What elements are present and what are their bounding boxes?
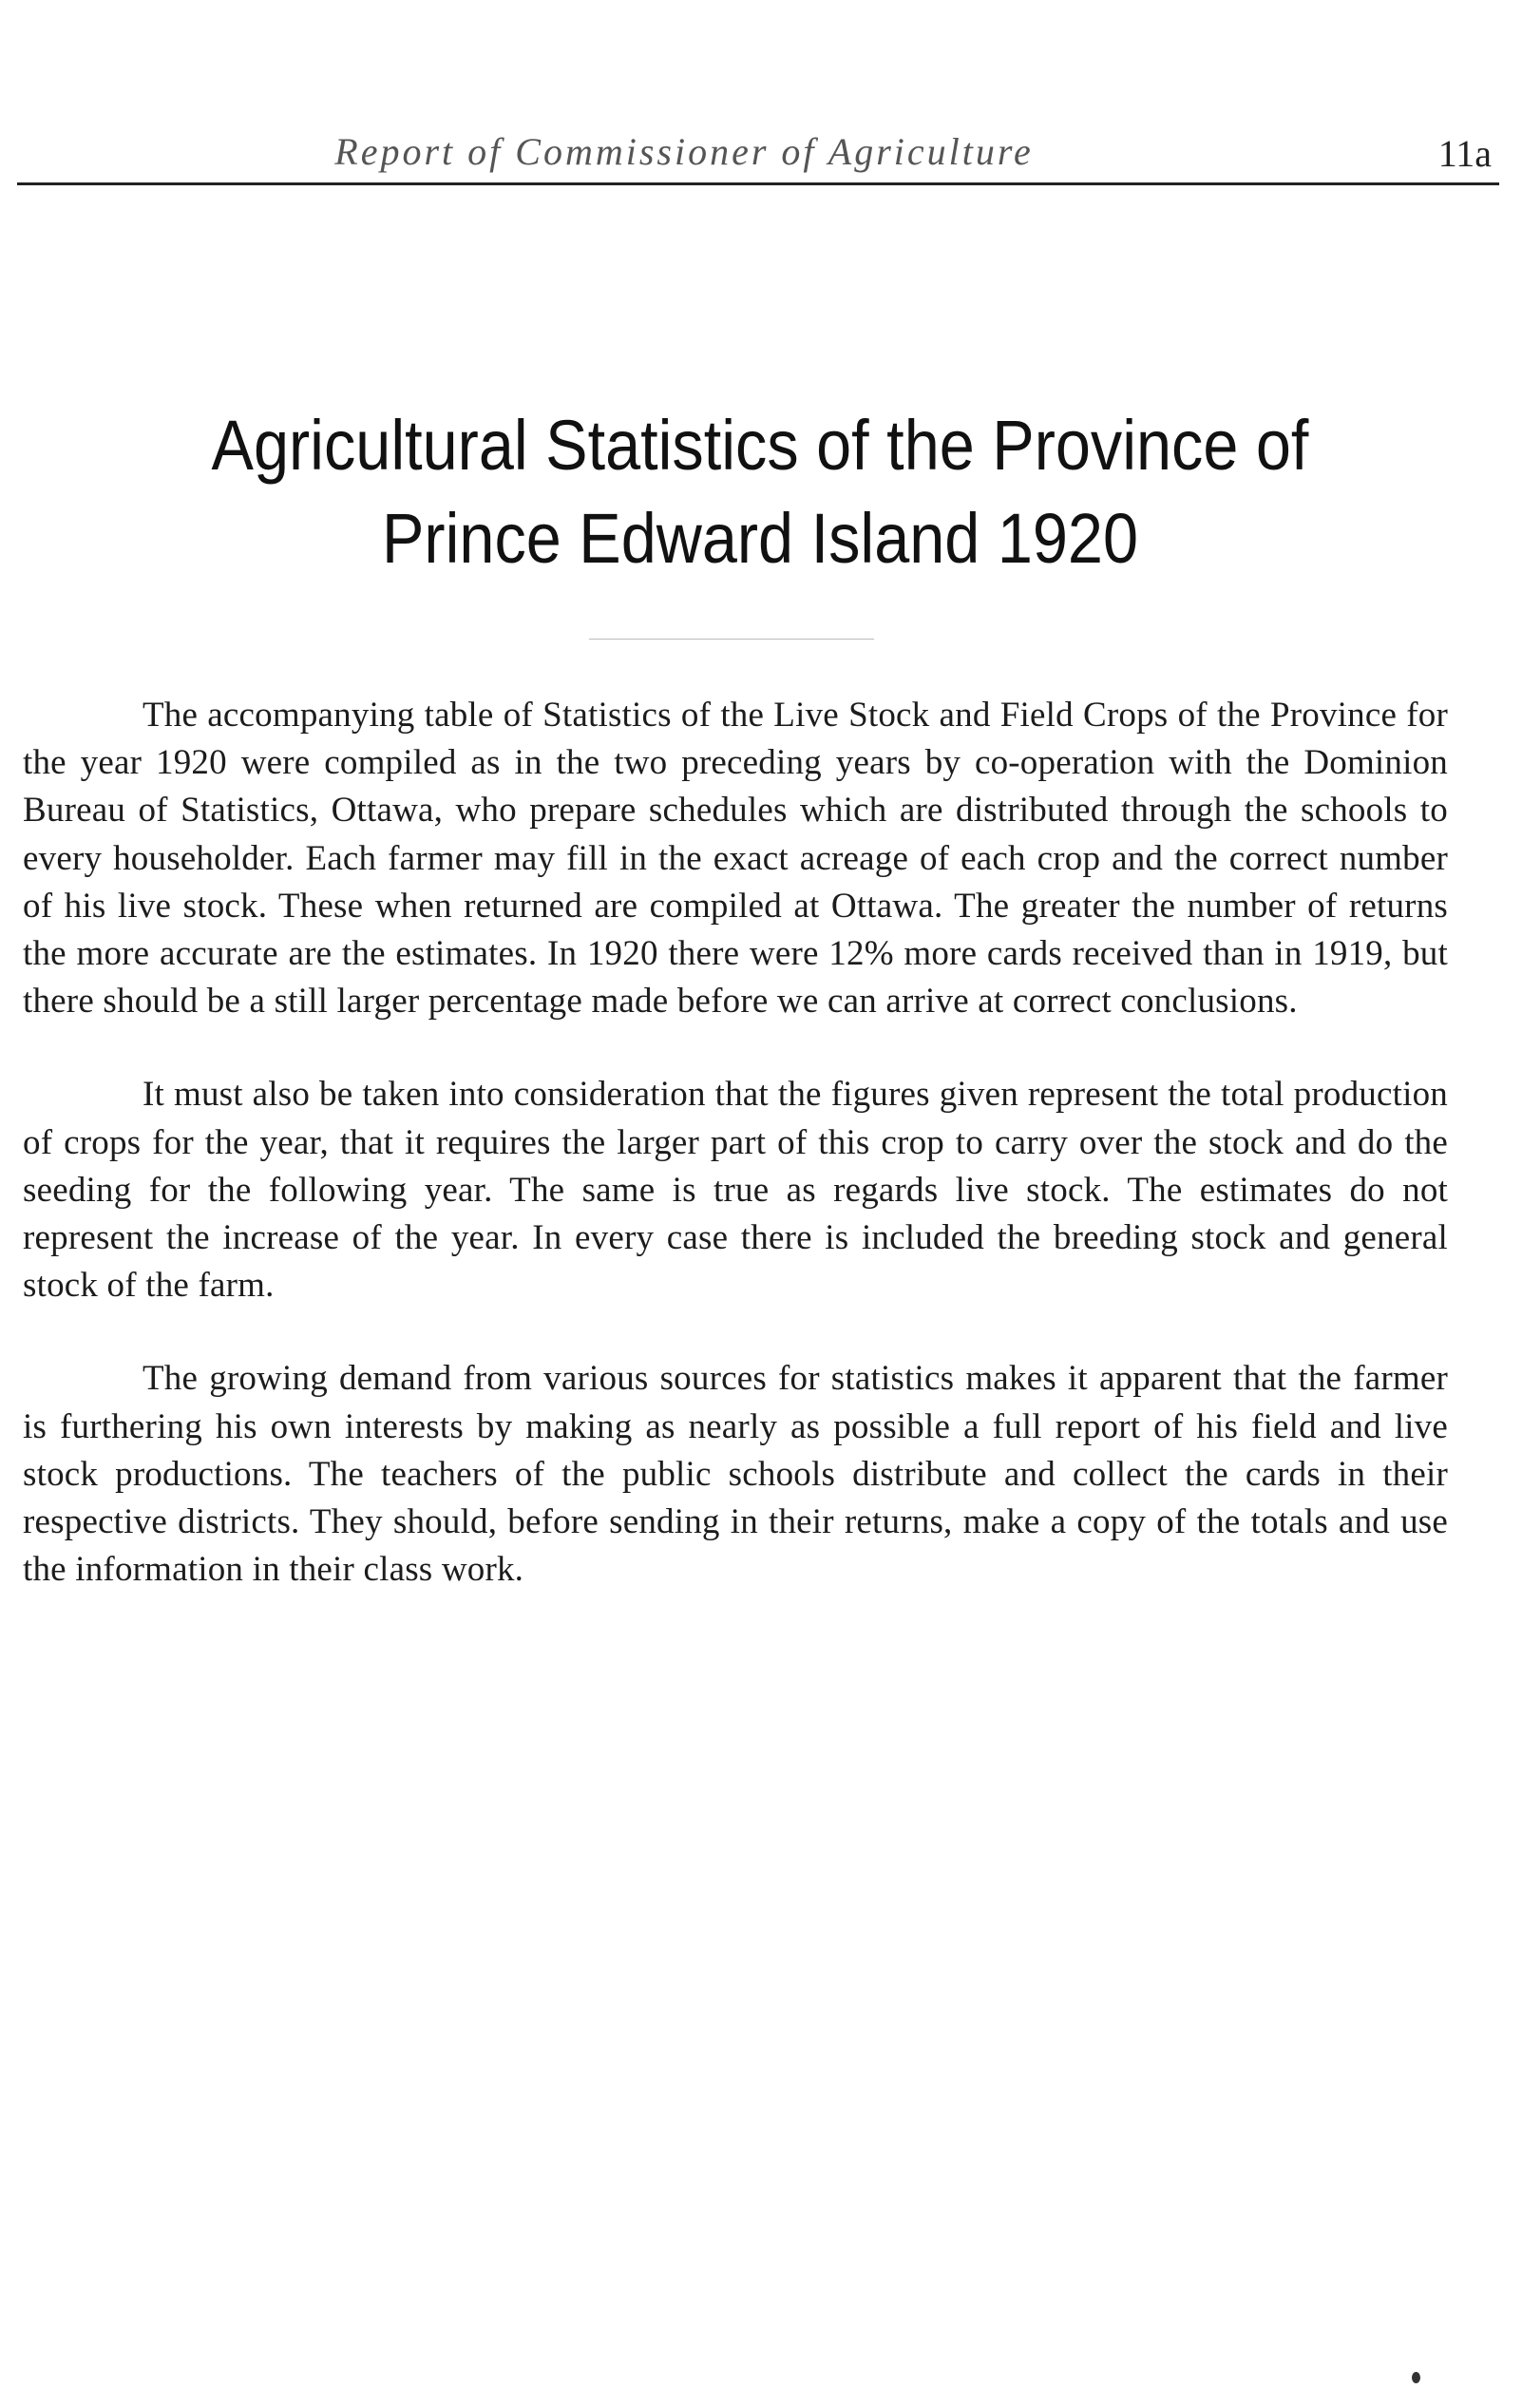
header-rule [17, 182, 1499, 185]
body-text [23, 692, 1448, 1639]
paragraph-1: The accompanying table of Statistics of the Live Stock and Field Crops of the Province for the year 1920 were compiled as in the two preceding years by co-operation with the Dominion Bureau of Statistics, Ottawa, who prepare schedules which are distributed through the schools to every householder. Each farmer may fill in the exact acreage of each crop and the correct number of his live stock. These when returned are compiled at Ottawa. The greater the number of returns the more accurate are the estimates. In 1920 there were 12% more cards received than in 1919, but there should be a still larger percentage made before we can arrive at correct conclusions. [23, 696, 1448, 1022]
page-number: 11a [1437, 132, 1492, 175]
page-title-line-1: Agricultural Statistics of the Province of [211, 406, 1309, 485]
running-head [0, 124, 1522, 181]
running-title: Report of Commissioner of Agriculture [334, 130, 1034, 173]
ink-speck [1412, 2372, 1420, 2383]
page-title [127, 399, 1393, 585]
paragraph-2: It must also be taken into consideration that the figures given represent the total production of crops for the year, that it requires the larger part of this crop to carry over the stock and do the seeding for the following year. The same is true as regards live stock. The estimates do not represent the increase of the year. In every case there is included the breeding stock and general stock of the farm. [23, 1075, 1448, 1306]
page-title-line-2: Prince Edward Island 1920 [382, 499, 1138, 578]
title-divider [589, 639, 874, 640]
paragraph-3: The growing demand from various sources for statistics makes it apparent that the farmer is furthering his own interests by making as nearly as possible a full report of his field and live stock productions. The teachers of the public schools distribute and collect the cards in their respective districts. They should, before sending in their returns, make a copy of the totals and use the information in their class work. [23, 1359, 1448, 1590]
